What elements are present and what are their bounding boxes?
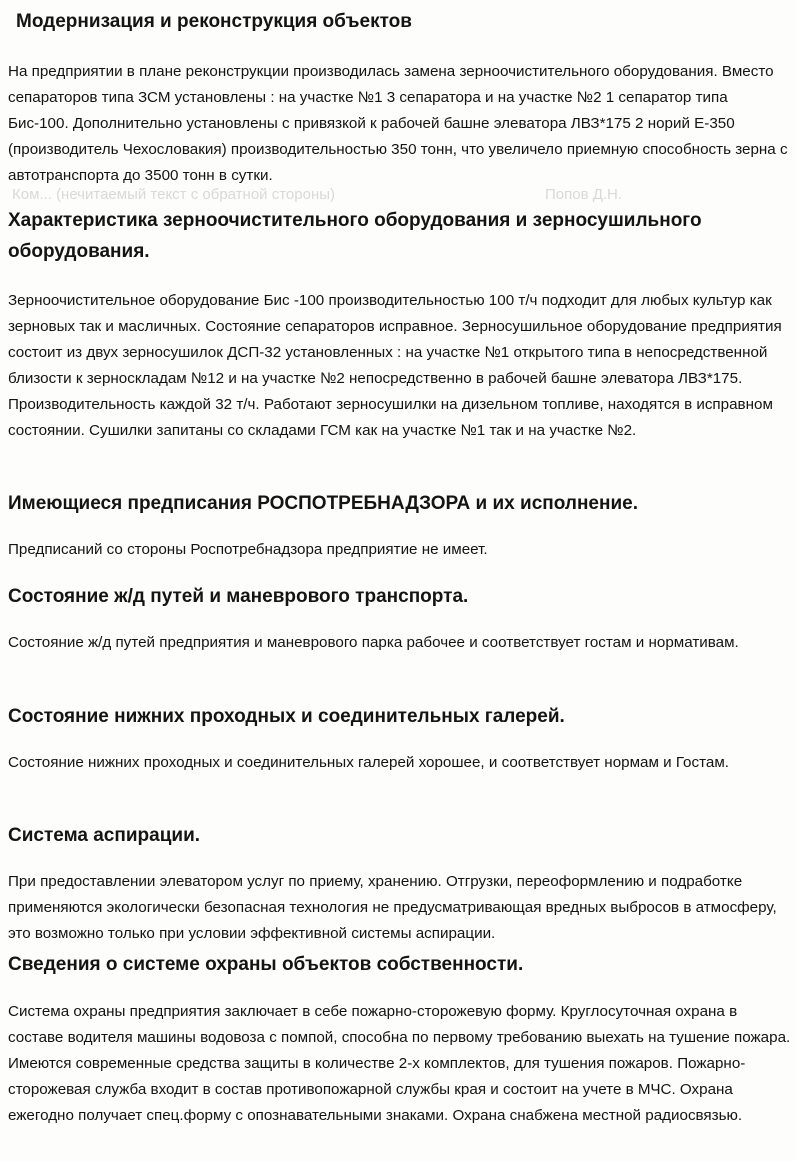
section-equipment-body (8, 288, 792, 444)
section-paragraph: Состояние ж/д путей предприятия и маневрового парка рабочее и соответствует гостам и нормативам. (8, 634, 739, 651)
section-heading: Имеющиеся предписания РОСПОТРЕБНАДЗОРА и их исполнение. (8, 493, 638, 514)
bleedthrough-text-right: Попов Д.Н. (545, 186, 623, 203)
section-modernization (8, 59, 792, 189)
section-security (8, 949, 792, 980)
bleedthrough-text-left: Ком... (нечитаемый текст с обратной стороны) (12, 186, 336, 203)
section-paragraph: Система охраны предприятия заключает в себе пожарно-сторожевую форму. Круглосуточная охрана в составе водителя машины водовоза с помпой, способна по первому требованию выехать на тушение пожара. Имеются современные средства защиты в количестве 2-х комплектов, для тушения пожаров. Пожарно- сторожевая служба входит в состав противопожарной службы края и состоит на учете в МЧС. Охрана ежегодно получает спец.форму с опознавательными знаками. Охрана снабжена местной радиосвязью. (8, 1003, 791, 1124)
section-paragraph: Зерноочистительное оборудование Бис -100 производительностью 100 т/ч подходит для любых культур как зерновых так и масличных. Состояние сепараторов исправное. Зерносушильное оборудование предприятия состоит из двух зерносушилок ДСП-32 установленных : на участке №1 открытого типа в непосредственной близости к зерноскладам №12 и на участке №2 непосредственно в рабочей башне элеватора ЛВЗ*175. Производительность каждой 32 т/ч. Работают зерносушилки на дизельном топливе, находятся в исправном состоянии. Сушилки запитаны со складами ГСМ как на участке №1 так и на участке №2. (8, 292, 782, 439)
section-aspiration-body (8, 869, 792, 947)
section-security-body (8, 999, 792, 1129)
document-title: Модернизация и реконструкция объектов (16, 11, 412, 32)
section-heading: Состояние нижних проходных и соединительных галерей. (8, 706, 565, 727)
section-railway (8, 581, 792, 612)
title-block (16, 9, 792, 35)
section-aspiration (8, 820, 792, 851)
section-paragraph: При предоставлении элеватором услуг по приему, хранению. Отгрузки, переоформлению и подработке применяются экологически безопасная технология не предусматривающая вредных выбросов в атмосферу, это возможно только при условии эффективной системы аспирации. (8, 873, 777, 942)
section-equipment (8, 205, 792, 267)
section-galleries (8, 701, 792, 732)
section-heading: Состояние ж/д путей и маневрового транспорта. (8, 586, 469, 607)
section-rospotrebnadzor-body (8, 537, 792, 563)
section-paragraph: Предписаний со стороны Роспотребнадзора предприятие не имеет. (8, 541, 488, 558)
section-paragraph: На предприятии в плане реконструкции производилась замена зерноочистительного оборудования. Вместо сепараторов типа ЗСМ установлены : на участке №1 3 сепаратора и на участке №2 1 сепаратор типа Бис-100. Дополнительно установлены с привязкой к рабочей башне элеватора ЛВЗ*175 2 норий Е-350 (производитель Чехословакия) производительностью 350 тонн, что увеличело приемную способность зерна с автотранспорта до 3500 тонн в сутки. (8, 63, 788, 184)
section-heading: Сведения о системе охраны объектов собственности. (8, 954, 524, 975)
section-galleries-body (8, 750, 792, 776)
section-paragraph: Состояние нижних проходных и соединительных галерей хорошее, и соответствует нормам и Гостам. (8, 754, 729, 771)
section-heading: Характеристика зерноочистительного оборудования и зерносушильного оборудования. (8, 210, 702, 262)
section-railway-body (8, 630, 792, 656)
section-rospotrebnadzor (8, 488, 792, 519)
section-heading: Система аспирации. (8, 825, 201, 846)
